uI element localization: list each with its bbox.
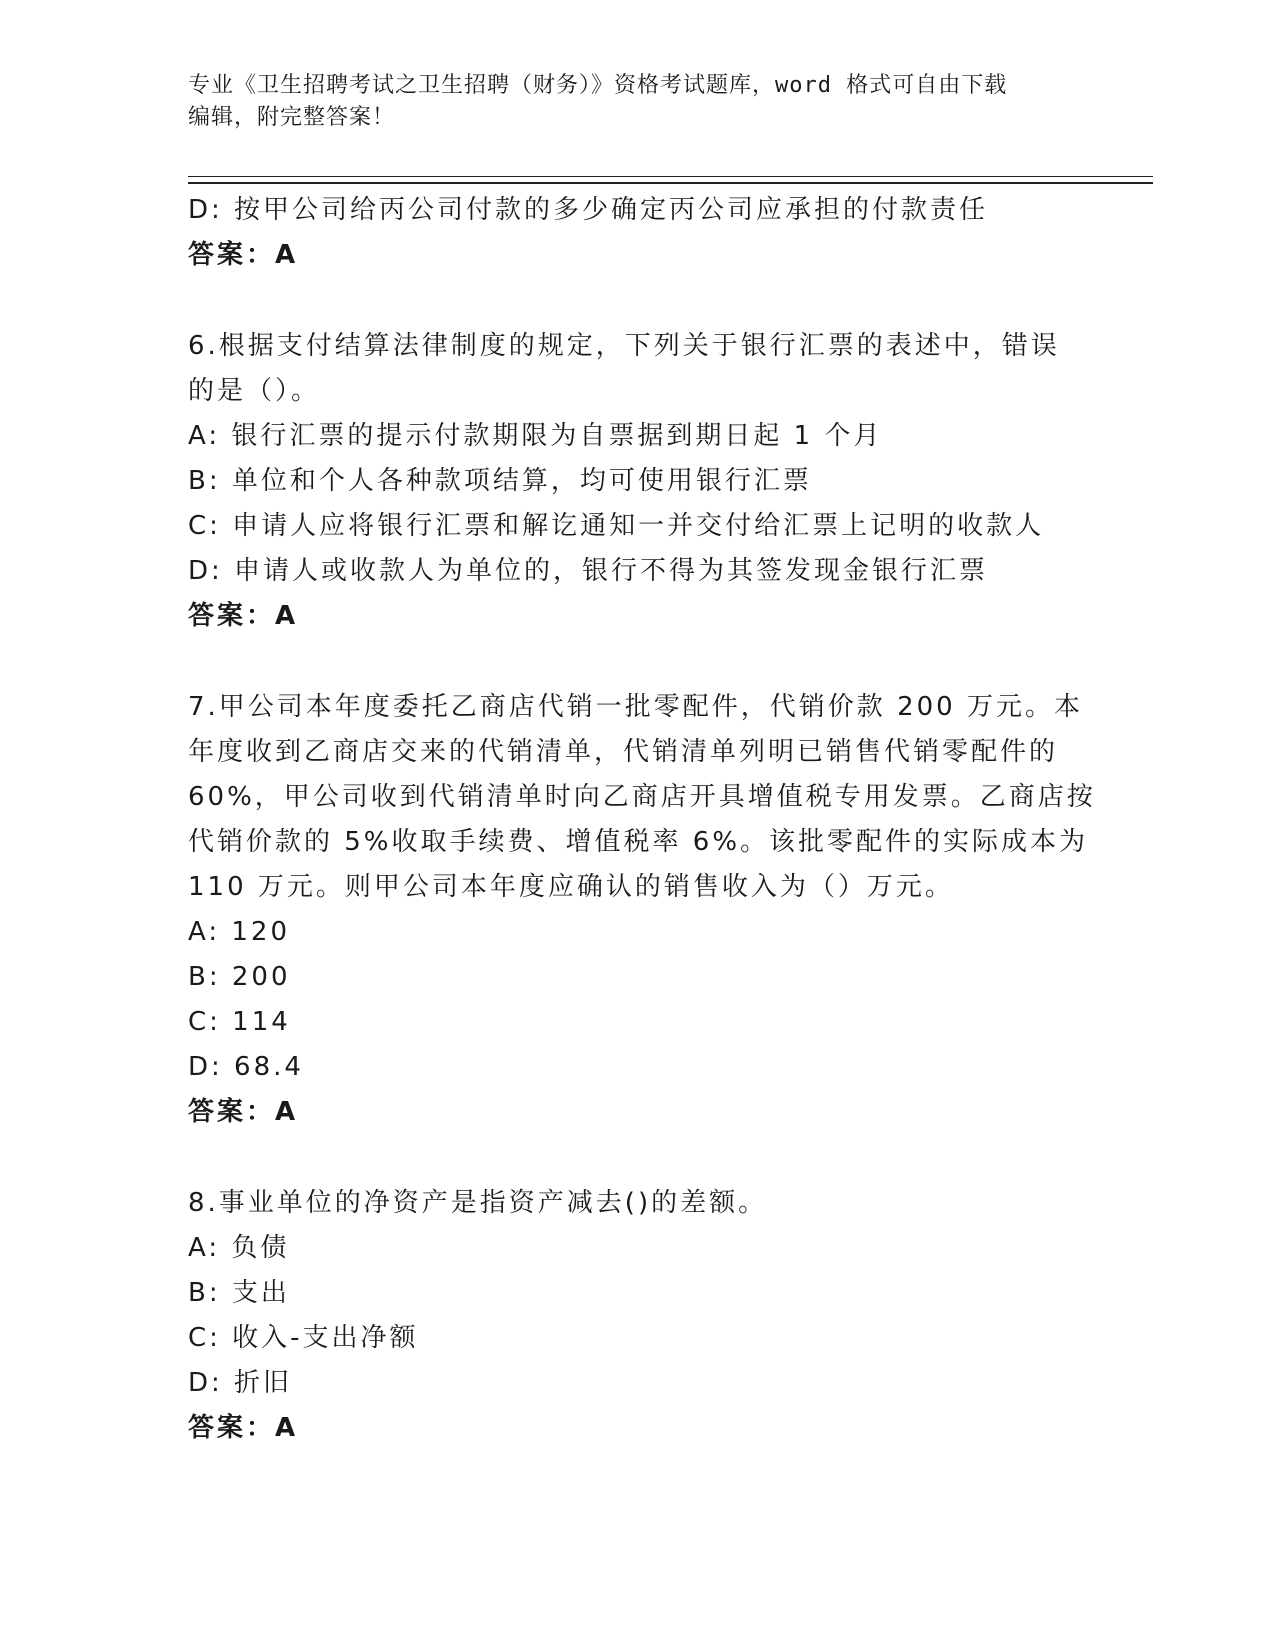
question-stem: 6.根据支付结算法律制度的规定，下列关于银行汇票的表述中，错误 bbox=[188, 331, 1060, 361]
answer-line: 答案：A bbox=[188, 240, 299, 270]
question-6 bbox=[188, 324, 1088, 639]
question-stem: 110 万元。则甲公司本年度应确认的销售收入为（）万元。 bbox=[188, 872, 954, 902]
option-b: B: 支出 bbox=[188, 1278, 290, 1308]
header-divider-thick bbox=[188, 182, 1153, 184]
header-line-1: 专业《卫生招聘考试之卫生招聘（财务）》资格考试题库，word 格式可自由下载 bbox=[188, 73, 1008, 98]
answer-line: 答案：A bbox=[188, 1097, 299, 1127]
option-a: A: 负债 bbox=[188, 1233, 290, 1263]
answer-line: 答案：A bbox=[188, 601, 299, 631]
question-stem: 8.事业单位的净资产是指资产减去()的差额。 bbox=[188, 1188, 768, 1218]
option-a: A: 120 bbox=[188, 917, 290, 947]
header-line-2: 编辑，附完整答案！ bbox=[188, 105, 396, 130]
question-8 bbox=[188, 1181, 1088, 1451]
question-stem: 的是（）。 bbox=[188, 376, 321, 406]
option-a: A: 银行汇票的提示付款期限为自票据到期日起 1 个月 bbox=[188, 421, 883, 451]
option-d: D: 申请人或收款人为单位的，银行不得为其签发现金银行汇票 bbox=[188, 556, 989, 586]
option-c: C: 申请人应将银行汇票和解讫通知一并交付给汇票上记明的收款人 bbox=[188, 511, 1045, 541]
block-gap bbox=[188, 278, 1088, 324]
block-gap bbox=[188, 1135, 1088, 1181]
header-divider-thin bbox=[188, 176, 1153, 177]
option-d: D: 按甲公司给丙公司付款的多少确定丙公司应承担的付款责任 bbox=[188, 195, 989, 225]
carryover-block bbox=[188, 188, 1088, 278]
option-d: D: 68.4 bbox=[188, 1052, 304, 1082]
page-header bbox=[188, 70, 1068, 134]
option-b: B: 200 bbox=[188, 962, 291, 992]
question-stem: 代销价款的 5%收取手续费、增值税率 6%。该批零配件的实际成本为 bbox=[188, 827, 1089, 857]
question-content bbox=[188, 188, 1096, 1451]
question-stem: 年度收到乙商店交来的代销清单，代销清单列明已销售代销零配件的 bbox=[188, 737, 1059, 767]
option-c: C: 收入-支出净额 bbox=[188, 1323, 419, 1353]
question-7 bbox=[188, 685, 1096, 1135]
answer-line: 答案：A bbox=[188, 1413, 299, 1443]
option-b: B: 单位和个人各种款项结算，均可使用银行汇票 bbox=[188, 466, 812, 496]
question-stem: 7.甲公司本年度委托乙商店代销一批零配件，代销价款 200 万元。本 bbox=[188, 692, 1083, 722]
question-stem: 60%，甲公司收到代销清单时向乙商店开具增值税专用发票。乙商店按 bbox=[188, 782, 1096, 812]
option-c: C: 114 bbox=[188, 1007, 291, 1037]
block-gap bbox=[188, 639, 1088, 685]
option-d: D: 折旧 bbox=[188, 1368, 293, 1398]
